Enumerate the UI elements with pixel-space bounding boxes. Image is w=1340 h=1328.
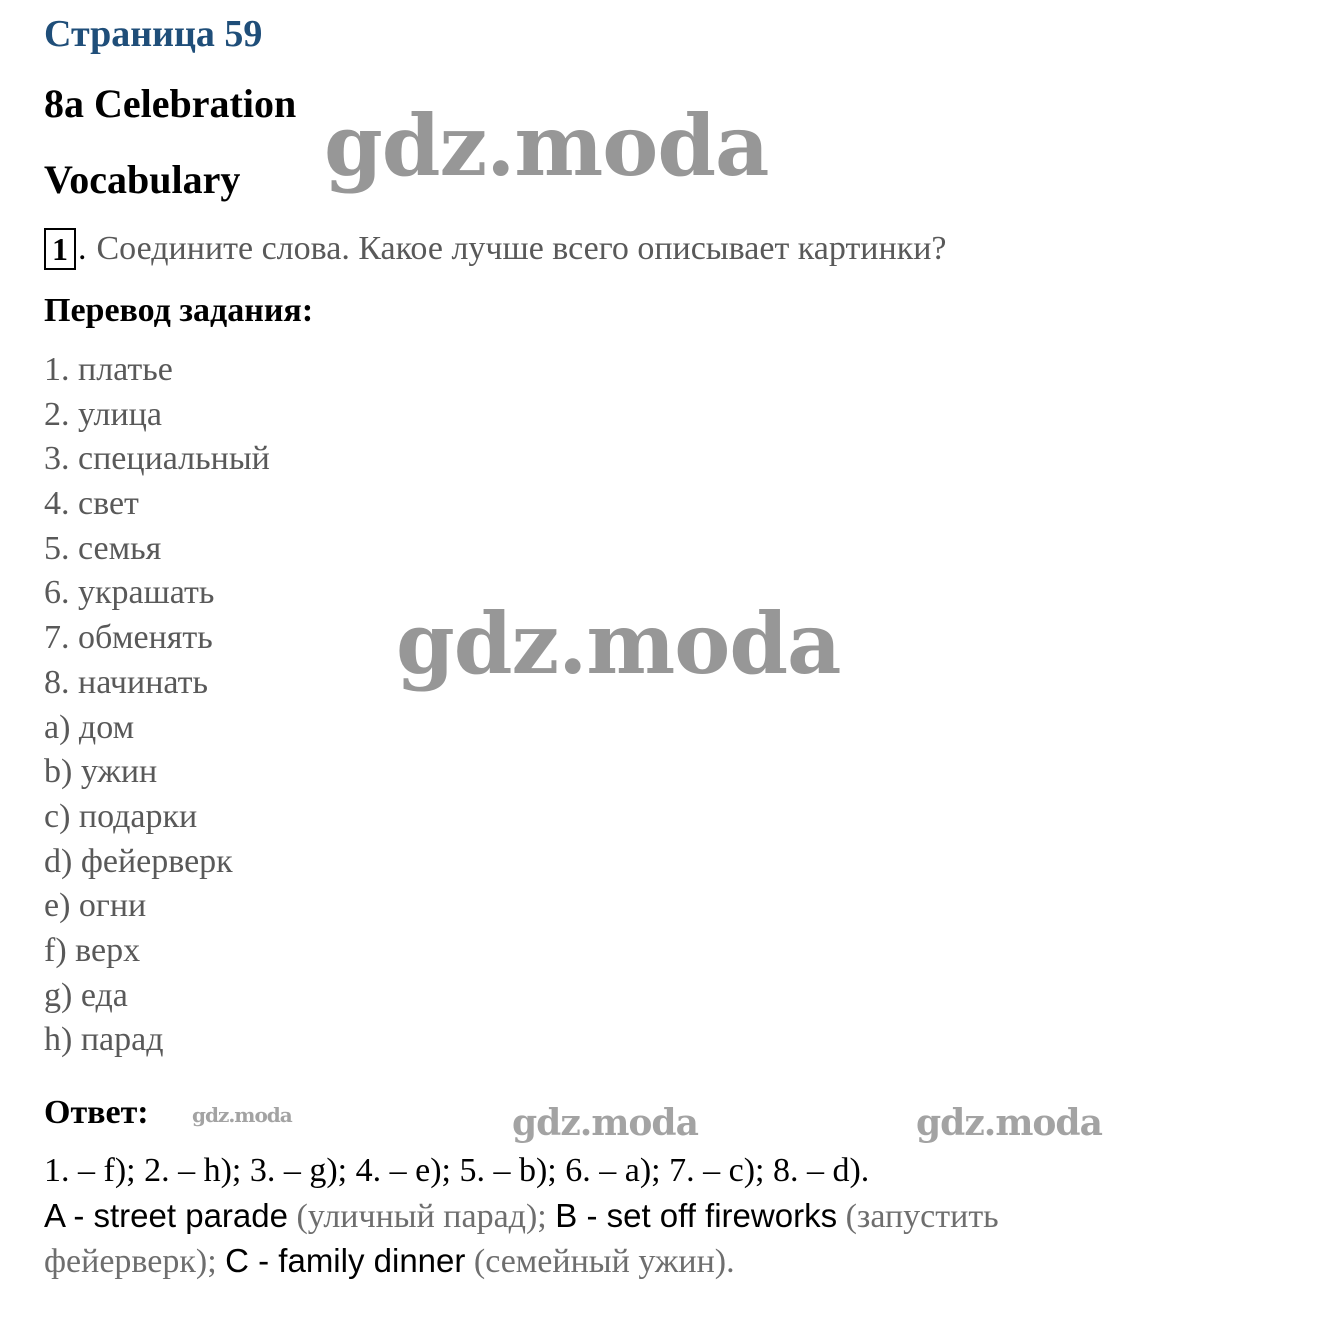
- subsection-title: Vocabulary: [44, 157, 241, 202]
- answer-picture-line: [44, 1197, 999, 1236]
- list-item: 1. платье: [44, 351, 173, 388]
- task-text: Соедините слова. Какое лучше всего описывает картинки?: [96, 230, 947, 267]
- watermark-logo: gdz.moda: [192, 1103, 292, 1127]
- answer-picture-line: [44, 1242, 735, 1281]
- list-item: g) еда: [44, 976, 128, 1014]
- list-item: b) ужин: [44, 753, 158, 791]
- list-item: 2. улица: [44, 395, 162, 433]
- task-number-dot: .: [78, 230, 87, 267]
- list-item: f) верх: [44, 931, 141, 969]
- answer-a-translation: (уличный парад);: [287, 1198, 556, 1235]
- list-item: 3. специальный: [44, 440, 270, 478]
- page-title: Страница 59: [44, 13, 263, 55]
- list-item: 6. украшать: [44, 574, 215, 612]
- list-item: c) подарки: [44, 797, 198, 835]
- answer-heading: Ответ:: [44, 1094, 149, 1131]
- answer-c-translation: (семейный ужин).: [465, 1243, 735, 1280]
- list-item: 8. начинать: [44, 663, 208, 701]
- answer-b-translation: (запустить: [837, 1198, 999, 1235]
- watermark-logo: gdz.moda: [512, 1102, 698, 1144]
- watermark-logo: gdz.moda: [324, 96, 769, 195]
- list-item: 5. семья: [44, 529, 162, 567]
- translation-list: [44, 348, 270, 1063]
- list-item: 7. обменять: [44, 619, 213, 657]
- list-item: h) парад: [44, 1021, 164, 1059]
- list-item: d) фейерверк: [44, 842, 233, 880]
- answer-c: C - family dinner: [225, 1242, 466, 1279]
- task-instruction: [44, 228, 947, 270]
- task-number-box: 1: [44, 228, 76, 270]
- watermark-logo: gdz.moda: [396, 594, 841, 693]
- list-item: a) дом: [44, 708, 135, 746]
- list-item: e) огни: [44, 887, 147, 925]
- section-title: 8a Celebration: [44, 81, 297, 126]
- answer-b: B - set off fireworks: [555, 1197, 838, 1234]
- watermark-logo: gdz.moda: [916, 1102, 1102, 1144]
- translation-heading: Перевод задания:: [44, 292, 314, 329]
- answer-matching: 1. – f); 2. – h); 3. – g); 4. – e); 5. – b); 6. – a); 7. – c); 8. – d).: [44, 1152, 870, 1189]
- answer-a: A - street parade: [44, 1197, 288, 1234]
- list-item: 4. свет: [44, 485, 139, 523]
- answer-b-translation: фейерверк);: [44, 1243, 226, 1280]
